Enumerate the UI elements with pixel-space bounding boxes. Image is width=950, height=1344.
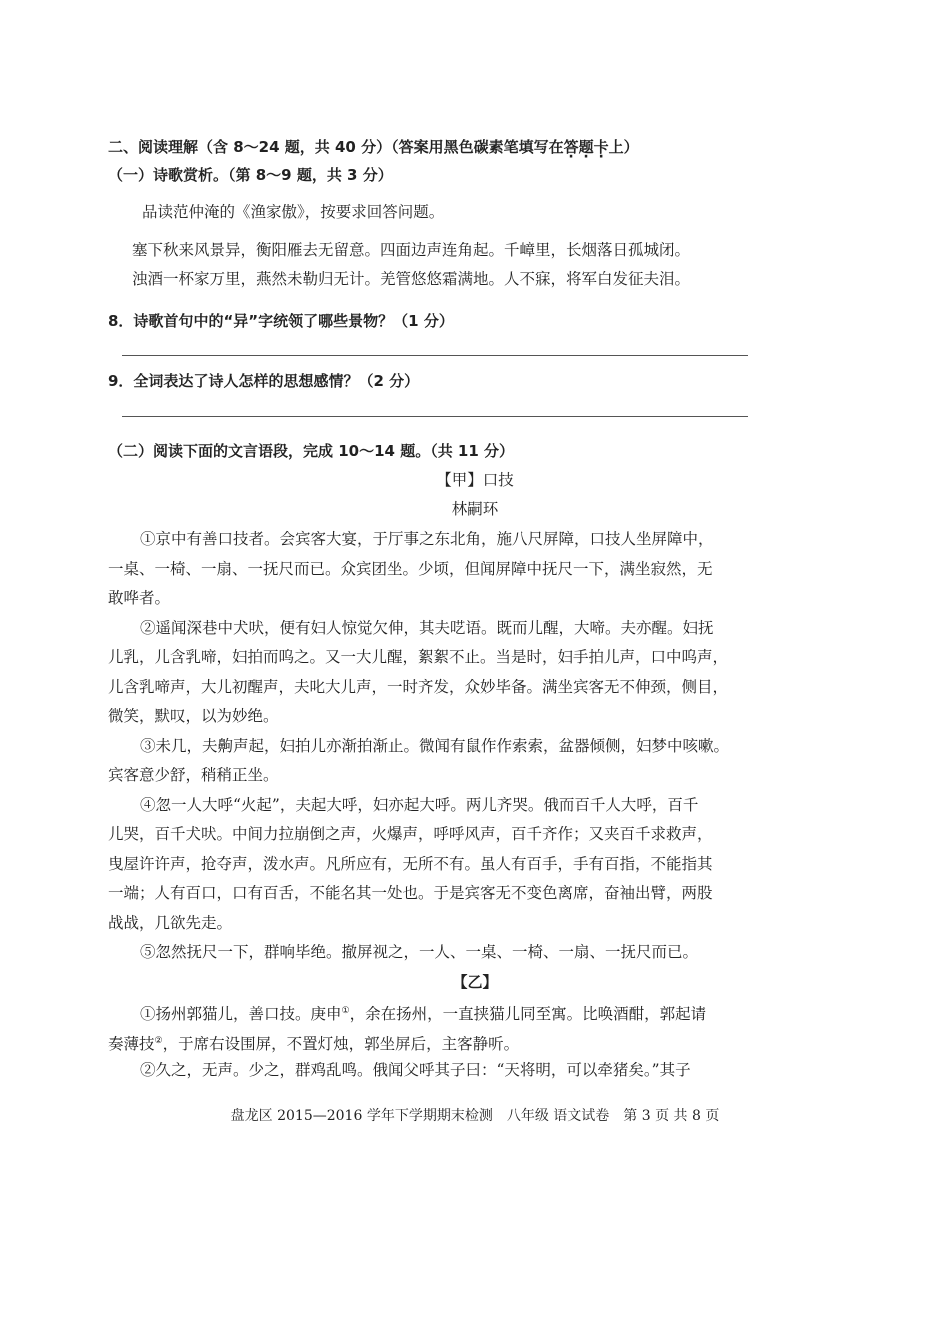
footnote-marker-2: ② — [154, 1036, 163, 1046]
part1-heading: （一）诗歌赏析。（第 8～9 题，共 3 分） — [108, 166, 393, 184]
poem-line-2: 浊酒一杯家万里，燕然未勒归无计。羌管悠悠霜满地。人不寐，将军白发征夫泪。 — [132, 270, 691, 288]
jia-p4-line-5: 战战，几欲先走。 — [108, 914, 233, 932]
jia-p1-line-1: ①京中有善口技者。会宾客大宴，于厅事之东北角，施八尺屏障，口技人坐屏障中， — [140, 530, 714, 548]
question-8: 8．诗歌首句中的“异”字统领了哪些景物？（1 分） — [108, 312, 454, 330]
jia-p4-line-1: ④忽一人大呼“火起”，夫起大呼，妇亦起大呼。两儿齐哭。俄而百千人大呼，百千 — [140, 796, 699, 814]
jia-p5-line-1: ⑤忽然抚尺一下，群响毕绝。撤屏视之，一人、一桌、一椅、一扇、一抚尺而已。 — [140, 943, 699, 961]
jia-p3-line-2: 宾客意少舒，稍稍正坐。 — [108, 766, 279, 784]
yi-p1-line-2 — [108, 1031, 519, 1054]
yi-p1-line-1-a: ①扬州郭猫儿，善口技。庚申 — [140, 1005, 342, 1024]
section-title — [108, 137, 639, 157]
page-footer: 盘龙区 2015—2016 学年下学期期末检测 八年级 语文试卷 第 3 页 共 8 页 — [230, 1108, 720, 1124]
jia-p4-line-4: 一端；人有百口，口有百舌，不能名其一处也。于是宾客无不变色离席，奋袖出臂，两股 — [108, 884, 713, 902]
jia-p1-line-3: 敢哗者。 — [108, 589, 171, 607]
part1-intro: 品读范仲淹的《渔家傲》，按要求回答问题。 — [142, 203, 445, 221]
passage-yi-title: 【乙】 — [452, 973, 498, 991]
yi-p2-line-1: ②久之，无声。少之，群鸡乱鸣。俄闻父呼其子曰：“天将明，可以牵猪矣。”其子 — [140, 1061, 691, 1079]
jia-p1-line-2: 一桌、一椅、一扇、一抚尺而已。众宾团坐。少顷，但闻屏障中抚尺一下，满坐寂然，无 — [108, 560, 713, 578]
jia-p2-line-4: 微笑，默叹，以为妙绝。 — [108, 707, 279, 725]
section-title-end: 上） — [608, 138, 639, 156]
section-title-emphasis-3: 卡 — [593, 138, 609, 156]
jia-p3-line-1: ③未几，夫齁声起，妇拍儿亦渐拍渐止。微闻有鼠作作索索，盆器倾侧，妇梦中咳嗽。 — [140, 737, 730, 755]
jia-p2-line-1: ②遥闻深巷中犬吠，便有妇人惊觉欠伸，其夫呓语。既而儿醒，大啼。夫亦醒。妇抚 — [140, 619, 714, 637]
poem-line-1: 塞下秋来风景异，衡阳雁去无留意。四面边声连角起。千嶂里，长烟落日孤城闭。 — [132, 241, 691, 259]
jia-p4-line-2: 儿哭，百千犬吠。中间力拉崩倒之声，火爆声，呼呼风声，百千齐作；又夹百千求救声， — [108, 825, 713, 843]
passage-jia-title: 【甲】口技 — [436, 471, 514, 489]
footnote-marker-1: ① — [341, 1006, 350, 1016]
yi-p1-line-2-a: 奏薄技 — [108, 1035, 155, 1054]
question-9: 9．全词表达了诗人怎样的思想感情？（2 分） — [108, 372, 420, 390]
yi-p1-line-2-b: ，于席右设围屏，不置灯烛，郭坐屏后，主客静听。 — [162, 1035, 520, 1054]
yi-p1-line-1 — [140, 1001, 706, 1024]
section-title-emphasis-1: 答 — [563, 138, 579, 156]
section-title-emphasis-2: 题 — [578, 138, 594, 156]
yi-p1-line-1-b: ，余在扬州，一直挟猫儿同至寓。比唤酒酣，郭起请 — [349, 1005, 707, 1024]
part2-heading: （二）阅读下面的文言语段，完成 10～14 题。（共 11 分） — [108, 442, 515, 460]
section-title-text: 二、阅读理解（含 8～24 题，共 40 分）（答案用黑色碳素笔填写在 — [108, 138, 564, 156]
answer-line-8[interactable] — [122, 355, 748, 356]
answer-line-9[interactable] — [122, 416, 748, 417]
jia-p4-line-3: 曳屋许许声，抢夺声，泼水声。凡所应有，无所不有。虽人有百手，手有百指，不能指其 — [108, 855, 713, 873]
jia-p2-line-2: 儿乳，儿含乳啼，妇拍而呜之。又一大儿醒，絮絮不止。当是时，妇手拍儿声，口中呜声， — [108, 648, 729, 666]
passage-author: 林嗣环 — [451, 500, 499, 518]
jia-p2-line-3: 儿含乳啼声，大儿初醒声，夫叱大儿声，一时齐发，众妙毕备。满坐宾客无不伸颈，侧目， — [108, 678, 729, 696]
